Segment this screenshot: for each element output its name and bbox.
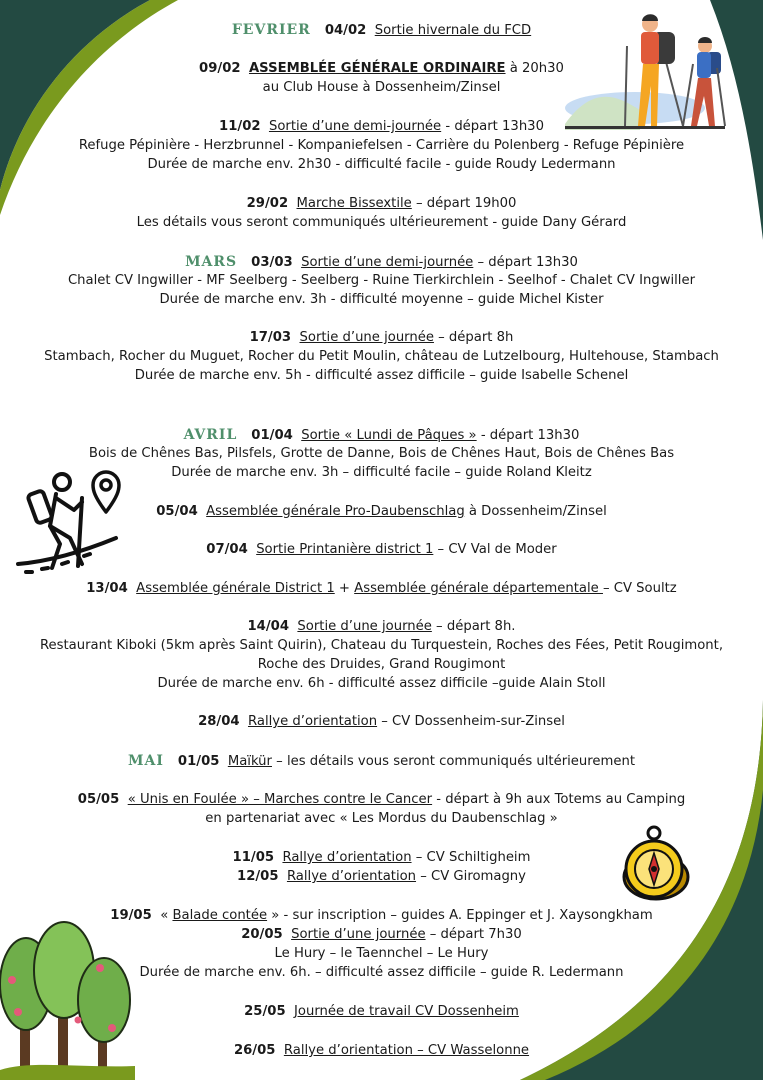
month-label-mar: MARS	[185, 254, 238, 270]
month-label-may: MAI	[127, 753, 164, 769]
event-link[interactable]: Balade contée	[172, 908, 268, 923]
event-date: 11/02	[219, 119, 261, 134]
event-date: 19/05	[110, 908, 152, 923]
event-route: Refuge Pépinière - Herzbrunnel - Kompaniefelsen - Carrière du Polenberg - Refuge Pépinière	[78, 138, 685, 153]
event-route: Chalet CV Ingwiller - MF Seelberg - Seelberg - Ruine Tierkirchlein - Seelhof - Chalet CV Ingwiller	[67, 273, 696, 288]
event-date: 12/05	[237, 869, 279, 884]
event-date: 14/04	[247, 619, 290, 634]
event-01-05: MAI 01/05 Maïkür – les détails vous seront communiqués ultérieurement	[127, 753, 636, 769]
event-info: Durée de marche env. 3h – difficulté facile – guide Roland Kleitz	[171, 465, 592, 480]
event-link[interactable]: Sortie d’une journée	[299, 330, 434, 345]
event-date: 28/04	[198, 714, 240, 729]
event-date: 11/05	[232, 850, 275, 865]
event-05-05: 05/05 « Unis en Foulée » – Marches contre le Cancer - départ à 9h aux Totems au Camping	[77, 792, 686, 807]
event-date: 07/04	[206, 542, 248, 557]
event-17-03: 17/03 Sortie d’une journée – départ 8h	[249, 330, 514, 345]
event-04-02	[0, 21, 763, 40]
event-link[interactable]: Sortie d’une demi-journée	[301, 255, 474, 270]
event-link[interactable]: Marche Bissextile	[296, 196, 412, 211]
event-29-02: 29/02 Marche Bissextile – départ 19h00	[246, 196, 517, 211]
event-date: 09/02	[199, 61, 241, 76]
event-19-05: 19/05 « Balade contée » - sur inscription – guides A. Eppinger et J. Xaysongkham	[110, 908, 653, 923]
month-label-apr: AVRIL	[183, 427, 238, 443]
event-date: 13/04	[86, 581, 128, 596]
event-11-05: 11/05 Rallye d’orientation – CV Schiltigheim	[232, 850, 531, 865]
event-date: 17/03	[249, 330, 292, 345]
event-link[interactable]: Rallye d’orientation	[282, 850, 412, 865]
event-date: 03/03	[251, 255, 293, 270]
event-14-04: 14/04 Sortie d’une journée – départ 8h.	[247, 619, 516, 634]
event-link[interactable]: ASSEMBLÉE GÉNÉRALE ORDINAIRE	[248, 61, 506, 76]
event-info: Durée de marche env. 6h - difficulté assez difficile –guide Alain Stoll	[157, 676, 606, 691]
event-info: Durée de marche env. 6h. – difficulté assez difficile – guide R. Ledermann	[139, 965, 624, 980]
event-route-cont: Roche des Druides, Grand Rougimont	[257, 657, 506, 672]
event-link-2[interactable]: Assemblée générale départementale	[354, 581, 603, 596]
event-route: Restaurant Kiboki (5km après Saint Quirin), Chateau du Turquestein, Roches des Fées, Petit Rougimont,	[39, 638, 724, 653]
event-11-02: 11/02 Sortie d’une demi-journée - départ 13h30	[219, 119, 544, 134]
event-date: 26/05	[233, 1043, 276, 1058]
event-link[interactable]: Maïkür	[227, 754, 272, 769]
event-date: 01/05	[177, 754, 220, 769]
event-info: Durée de marche env. 2h30 - difficulté facile - guide Roudy Ledermann	[147, 157, 616, 172]
event-link[interactable]: Sortie d’une journée	[297, 619, 432, 634]
event-26-05	[0, 1042, 763, 1060]
event-link[interactable]: Rallye d’orientation	[247, 714, 378, 729]
event-info: en partenariat avec « Les Mordus du Daubenschlag »	[205, 811, 558, 826]
event-date: 25/05	[244, 1004, 286, 1019]
event-link[interactable]: Sortie hivernale du FCD	[374, 23, 532, 38]
event-route: Stambach, Rocher du Muguet, Rocher du Petit Moulin, château de Lutzelbourg, Hultehouse, Stambach	[44, 349, 719, 364]
event-date: 05/05	[77, 792, 120, 807]
event-12-05: 12/05 Rallye d’orientation – CV Giromagny	[237, 869, 526, 884]
event-05-04: 05/04 Assemblée générale Pro-Daubenschlag à Dossenheim/Zinsel	[156, 504, 607, 519]
event-route: Bois de Chênes Bas, Pilsfels, Grotte de Danne, Bois de Chênes Haut, Bois de Chênes Bas	[88, 446, 675, 461]
event-13-04: 13/04 Assemblée générale District 1 + Assemblée générale départementale – CV Soultz	[86, 581, 677, 596]
event-link[interactable]: Journée de travail CV Dossenheim	[294, 1004, 519, 1019]
event-link[interactable]: Sortie Printanière district 1	[256, 542, 434, 557]
event-info: Durée de marche env. 5h - difficulté assez difficile – guide Isabelle Schenel	[134, 368, 629, 383]
event-date: 05/04	[156, 504, 198, 519]
event-link[interactable]: Sortie d’une demi-journée	[268, 119, 442, 134]
event-route: Le Hury – le Taennchel – Le Hury	[274, 946, 489, 961]
event-date: 29/02	[246, 196, 289, 211]
event-25-05	[0, 1003, 763, 1021]
event-link[interactable]: Rallye d’orientation	[286, 869, 417, 884]
event-28-04: 28/04 Rallye d’orientation – CV Dossenheim-sur-Zinsel	[198, 714, 565, 729]
event-link[interactable]: « Unis en Foulée » – Marches contre le Cancer	[127, 792, 433, 807]
event-info: Durée de marche env. 3h - difficulté moyenne – guide Michel Kister	[159, 292, 604, 307]
event-07-04: 07/04 Sortie Printanière district 1 – CV Val de Moder	[206, 542, 557, 557]
event-20-05: 20/05 Sortie d’une journée – départ 7h30	[241, 927, 522, 942]
event-03-03: MARS 03/03 Sortie d’une demi-journée – départ 13h30	[185, 254, 578, 270]
event-date: 01/04	[251, 428, 293, 443]
event-01-04: AVRIL 01/04 Sortie « Lundi de Pâques » - départ 13h30	[183, 427, 580, 443]
event-link[interactable]: Assemblée générale Pro-Daubenschlag	[206, 504, 465, 519]
event-link[interactable]: Assemblée générale District 1	[136, 581, 335, 596]
event-09-02: 09/02 ASSEMBLÉE GÉNÉRALE ORDINAIRE à 20h30	[199, 61, 564, 76]
event-detail: au Club House à Dossenheim/Zinsel	[262, 80, 501, 95]
event-date: 04/02	[324, 23, 367, 38]
event-link[interactable]: Sortie d’une journée	[291, 927, 426, 942]
month-label-feb: FEVRIER	[231, 22, 311, 38]
event-info: Les détails vous seront communiqués ultérieurement - guide Dany Gérard	[136, 215, 627, 230]
event-link[interactable]: Sortie « Lundi de Pâques »	[301, 428, 477, 443]
event-date: 20/05	[241, 927, 283, 942]
event-link[interactable]: Rallye d’orientation – CV Wasselonne	[283, 1043, 530, 1058]
